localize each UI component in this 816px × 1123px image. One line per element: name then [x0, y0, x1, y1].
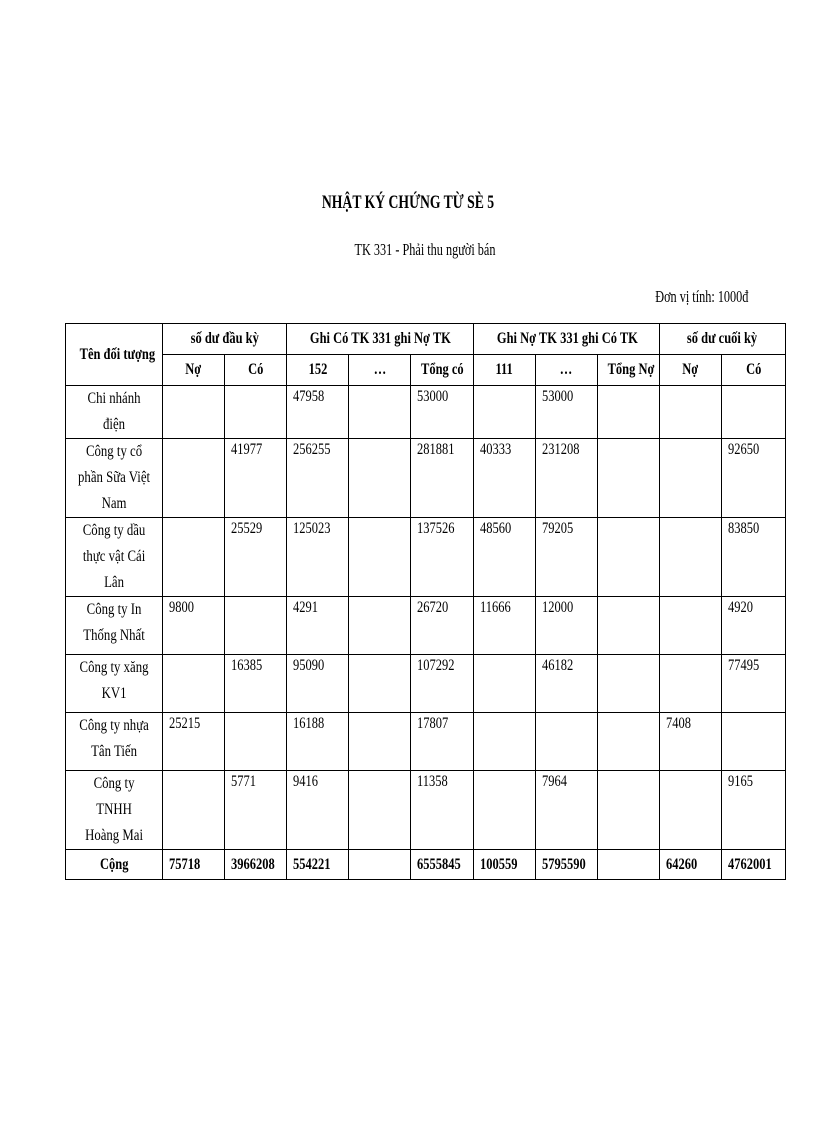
table-cell: [225, 386, 287, 439]
table-cell: 231208: [535, 439, 597, 518]
ledger-table: [65, 323, 786, 880]
total-cell: 75718: [163, 850, 225, 880]
table-cell: 83850: [721, 518, 785, 597]
table-cell: [163, 655, 225, 713]
total-cell: [597, 850, 659, 880]
table-cell: 16385: [225, 655, 287, 713]
row-name: Chi nhánh điện: [66, 386, 163, 439]
subheader-cell: Tổng có: [411, 355, 473, 386]
table-cell: 16188: [287, 713, 349, 771]
table-cell: [349, 439, 411, 518]
table-cell: 7964: [535, 771, 597, 850]
row-name: Công ty nhựa Tân Tiến: [66, 713, 163, 771]
table-cell: 4920: [721, 597, 785, 655]
table-cell: [597, 713, 659, 771]
table-row: [66, 771, 786, 850]
table-row: [66, 518, 786, 597]
table-cell: 53000: [535, 386, 597, 439]
table-cell: [659, 597, 721, 655]
table-cell: 47958: [287, 386, 349, 439]
table-cell: 11358: [411, 771, 473, 850]
total-cell: 6555845: [411, 850, 473, 880]
total-label: Cộng: [66, 850, 163, 880]
total-cell: 5795590: [535, 850, 597, 880]
table-cell: [597, 655, 659, 713]
total-cell: 64260: [659, 850, 721, 880]
header-credit-group: Ghi Có TK 331 ghi Nợ TK: [287, 324, 473, 355]
table-cell: 46182: [535, 655, 597, 713]
table-cell: 4291: [287, 597, 349, 655]
table-cell: 9800: [163, 597, 225, 655]
table-cell: 256255: [287, 439, 349, 518]
subheader-cell: Có: [721, 355, 785, 386]
table-cell: 125023: [287, 518, 349, 597]
row-name: Công ty xăng KV1: [66, 655, 163, 713]
table-cell: [349, 386, 411, 439]
table-cell: [473, 386, 535, 439]
table-cell: 17807: [411, 713, 473, 771]
table-cell: [597, 518, 659, 597]
row-name: Công ty In Thống Nhất: [66, 597, 163, 655]
total-cell: 3966208: [225, 850, 287, 880]
table-cell: [597, 386, 659, 439]
table-cell: 41977: [225, 439, 287, 518]
table-cell: 7408: [659, 713, 721, 771]
table-cell: [349, 771, 411, 850]
table-cell: [349, 655, 411, 713]
table-cell: [473, 713, 535, 771]
table-cell: 25215: [163, 713, 225, 771]
table-cell: [659, 655, 721, 713]
document-subtitle: TK 331 - Phải thu người bán: [354, 240, 496, 259]
table-cell: 107292: [411, 655, 473, 713]
row-name: Công ty TNHH Hoàng Mai: [66, 771, 163, 850]
header-closing-balance: số dư cuối kỳ: [659, 324, 785, 355]
table-cell: 11666: [473, 597, 535, 655]
unit-label: Đơn vị tính: 1000đ: [654, 287, 748, 306]
total-row: [66, 850, 786, 880]
subheader-cell: Có: [225, 355, 287, 386]
total-cell: [349, 850, 411, 880]
header-name: Tên đối tượng: [66, 324, 163, 386]
table-cell: [473, 771, 535, 850]
table-cell: 25529: [225, 518, 287, 597]
table-row: [66, 439, 786, 518]
table-cell: [225, 713, 287, 771]
subheader-cell: Nợ: [659, 355, 721, 386]
table-row: [66, 655, 786, 713]
table-cell: 137526: [411, 518, 473, 597]
document-title: NHẬT KÝ CHỨNG TỪ SÈ 5: [321, 192, 495, 213]
subheader-cell: 152: [287, 355, 349, 386]
table-cell: [659, 518, 721, 597]
table-cell: [163, 771, 225, 850]
header-opening-balance: số dư đầu kỳ: [163, 324, 287, 355]
table-cell: [721, 713, 785, 771]
total-cell: 4762001: [721, 850, 785, 880]
table-row: [66, 386, 786, 439]
subheader-cell: 111: [473, 355, 535, 386]
row-name: Công ty dầu thực vật Cái Lân: [66, 518, 163, 597]
table-cell: [163, 518, 225, 597]
table-cell: 9165: [721, 771, 785, 850]
table-cell: [659, 439, 721, 518]
table-cell: [163, 439, 225, 518]
table-cell: [597, 597, 659, 655]
total-cell: 554221: [287, 850, 349, 880]
table-cell: [473, 655, 535, 713]
subheader-cell: …: [349, 355, 411, 386]
table-cell: 48560: [473, 518, 535, 597]
table-cell: 9416: [287, 771, 349, 850]
subheader-cell: Tổng Nợ: [597, 355, 659, 386]
table-cell: 79205: [535, 518, 597, 597]
table-cell: 53000: [411, 386, 473, 439]
table-cell: 12000: [535, 597, 597, 655]
row-name: Công ty cổ phần Sữa Việt Nam: [66, 439, 163, 518]
table-cell: 5771: [225, 771, 287, 850]
table-cell: [349, 597, 411, 655]
table-row: [66, 713, 786, 771]
table-cell: [659, 771, 721, 850]
table-cell: [659, 386, 721, 439]
table-cell: [225, 597, 287, 655]
total-cell: 100559: [473, 850, 535, 880]
table-cell: 77495: [721, 655, 785, 713]
subheader-cell: …: [535, 355, 597, 386]
table-row: [66, 597, 786, 655]
table-cell: [163, 386, 225, 439]
table-cell: [535, 713, 597, 771]
table-cell: 40333: [473, 439, 535, 518]
table-cell: 95090: [287, 655, 349, 713]
table-cell: 92650: [721, 439, 785, 518]
header-debit-group: Ghi Nợ TK 331 ghi Có TK: [473, 324, 659, 355]
table-cell: [349, 713, 411, 771]
table-cell: [349, 518, 411, 597]
table-cell: [597, 771, 659, 850]
subheader-cell: Nợ: [163, 355, 225, 386]
table-cell: [721, 386, 785, 439]
table-cell: [597, 439, 659, 518]
table-cell: 26720: [411, 597, 473, 655]
table-cell: 281881: [411, 439, 473, 518]
